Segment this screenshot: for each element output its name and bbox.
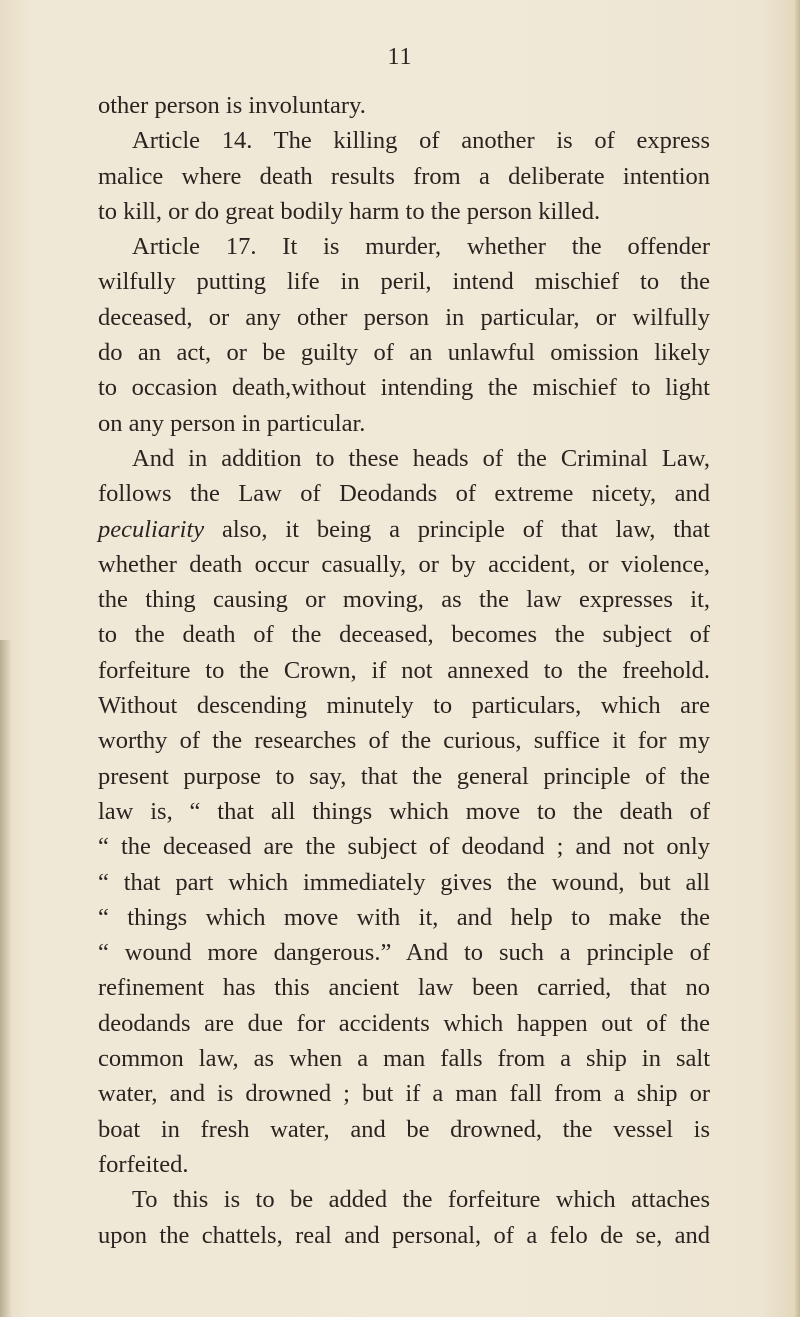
line-text: to kill, or do great bodily harm to the person killed.	[98, 197, 601, 225]
line-text: deceased, or any other person in particular, or wilfully	[98, 303, 710, 331]
text-line	[98, 123, 710, 158]
line-text: law is, “ that all things which move to the death of	[98, 797, 710, 825]
line-text: Article 17. It is murder, whether the offender	[132, 233, 710, 261]
spine-shadow	[0, 640, 12, 1317]
line-text: To this is to be added the forfeiture which attaches	[132, 1186, 710, 1214]
text-line	[98, 1218, 710, 1253]
page-number: 11	[387, 44, 413, 70]
line-text: other person is involuntary.	[98, 92, 366, 119]
line-text: water, and is drowned ; but if a man fall from a ship or	[98, 1080, 710, 1108]
text-line	[98, 229, 710, 264]
line-text: common law, as when a man falls from a ship in salt	[98, 1045, 710, 1073]
line-text: worthy of the researches of the curious, suffice it for my	[98, 727, 710, 755]
text-line	[98, 794, 710, 829]
text-line	[98, 1041, 710, 1076]
text-line	[98, 1182, 710, 1217]
line-text: the thing causing or moving, as the law expresses it,	[98, 586, 710, 614]
text-line	[98, 441, 710, 476]
text-line	[98, 759, 710, 794]
line-text: And in addition to these heads of the Criminal Law,	[132, 444, 710, 472]
line-text: “ things which move with it, and help to make the	[98, 903, 710, 931]
line-text: upon the chattels, real and personal, of a felo de se, and	[98, 1221, 710, 1249]
text-line	[98, 1076, 710, 1111]
line-text: “ wound more dangerous.” And to such a principle of	[98, 939, 710, 967]
text-line	[98, 547, 710, 582]
text-line	[98, 653, 710, 688]
text-line	[98, 476, 710, 511]
text-line	[98, 406, 710, 441]
text-line	[98, 582, 710, 617]
text-line	[98, 900, 710, 935]
text-line	[98, 335, 710, 370]
line-text: Article 14. The killing of another is of express	[132, 127, 710, 155]
text-line	[98, 1006, 710, 1041]
line-text: present purpose to say, that the general principle of the	[98, 762, 710, 790]
text-line	[98, 617, 710, 652]
line-text: also, it being a principle of that law, that	[204, 515, 710, 543]
text-line	[98, 194, 710, 229]
text-line	[98, 829, 710, 864]
line-text: wilfully putting life in peril, intend mischief to the	[98, 268, 710, 296]
text-line	[98, 1112, 710, 1147]
text-line	[98, 88, 710, 123]
line-text: boat in fresh water, and be drowned, the vessel is	[98, 1115, 710, 1143]
line-text: do an act, or be guilty of an unlawful omission likely	[98, 339, 710, 367]
text-line	[98, 935, 710, 970]
text-line	[98, 723, 710, 758]
line-text: “ that part which immediately gives the wound, but all	[98, 868, 710, 896]
page-edge	[794, 0, 800, 1317]
line-text: on any person in particular.	[98, 409, 366, 437]
text-line	[98, 970, 710, 1005]
text-line	[98, 1147, 710, 1182]
body-text	[98, 88, 710, 1253]
text-line	[98, 300, 710, 335]
text-line	[98, 688, 710, 723]
text-line	[98, 512, 710, 547]
line-text: to occasion death,without intending the mischief to light	[98, 374, 710, 402]
line-text: “ the deceased are the subject of deodand ; and not only	[98, 833, 710, 861]
line-text: forfeited.	[98, 1150, 189, 1178]
line-text: to the death of the deceased, becomes the subject of	[98, 621, 710, 649]
line-text: follows the Law of Deodands of extreme nicety, and	[98, 480, 710, 508]
text-line	[98, 264, 710, 299]
italic-word: peculiarity	[98, 515, 205, 543]
line-text: forfeiture to the Crown, if not annexed to the freehold.	[98, 656, 710, 684]
text-line	[98, 159, 710, 194]
text-line	[98, 865, 710, 900]
line-text: malice where death results from a deliberate intention	[98, 162, 710, 190]
line-text: whether death occur casually, or by accident, or violence,	[98, 550, 710, 578]
line-text: refinement has this ancient law been carried, that no	[98, 974, 710, 1002]
line-text: Without descending minutely to particulars, which are	[98, 692, 710, 720]
line-text: deodands are due for accidents which happen out of the	[98, 1009, 710, 1037]
text-line	[98, 370, 710, 405]
